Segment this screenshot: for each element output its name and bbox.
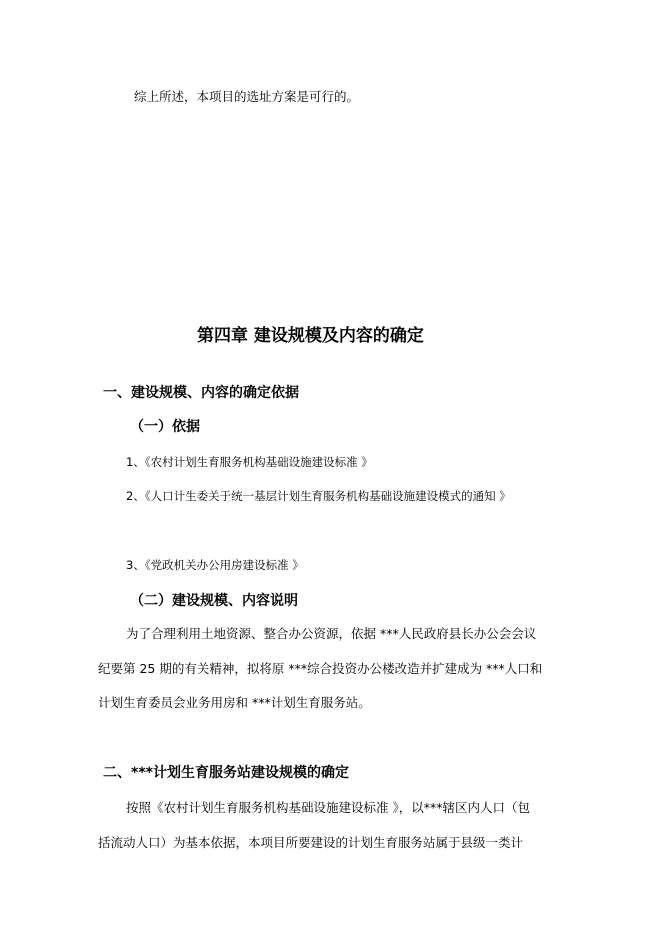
station-paragraph-line-2: 括流动人口）为基本依据，本项目所要建设的计划生育服务站属于县级一类计: [98, 835, 524, 850]
scale-paragraph-line-3: 计划生育委员会业务用房和 ***计划生育服务站。: [98, 695, 371, 710]
basis-item-3: 3、《党政机关办公用房建设标准 》: [126, 558, 304, 572]
chapter-title: 第四章 建设规模及内容的确定: [197, 326, 424, 346]
conclusion-text: 综上所述，本项目的选址方案是可行的。: [134, 89, 360, 104]
subsection-scale-heading: （二）建设规模、内容说明: [130, 593, 298, 609]
scale-paragraph-line-2: 纪要第 25 期的有关精神，拟将原 ***综合投资办公楼改造并扩建成为 ***人口和: [98, 661, 543, 676]
section-1-heading: 一、建设规模、内容的确定依据: [103, 385, 299, 401]
basis-item-2: 2、《人口计生委关于统一基层计划生育服务机构基础设施建设模式的通知 》: [126, 489, 511, 503]
scale-paragraph-line-1: 为了合理利用土地资源、整合办公资源，依据 ***人民政府县长办公会会议: [126, 626, 537, 641]
subsection-basis-heading: （一）依据: [130, 419, 200, 435]
station-paragraph-line-1: 按照《农村计划生育服务机构基础设施建设标准 》，以***辖区内人口（包: [126, 800, 530, 815]
basis-item-1: 1、《农村计划生育服务机构基础设施建设标准 》: [126, 455, 373, 469]
section-2-heading: 二、***计划生育服务站建设规模的确定: [103, 765, 349, 781]
